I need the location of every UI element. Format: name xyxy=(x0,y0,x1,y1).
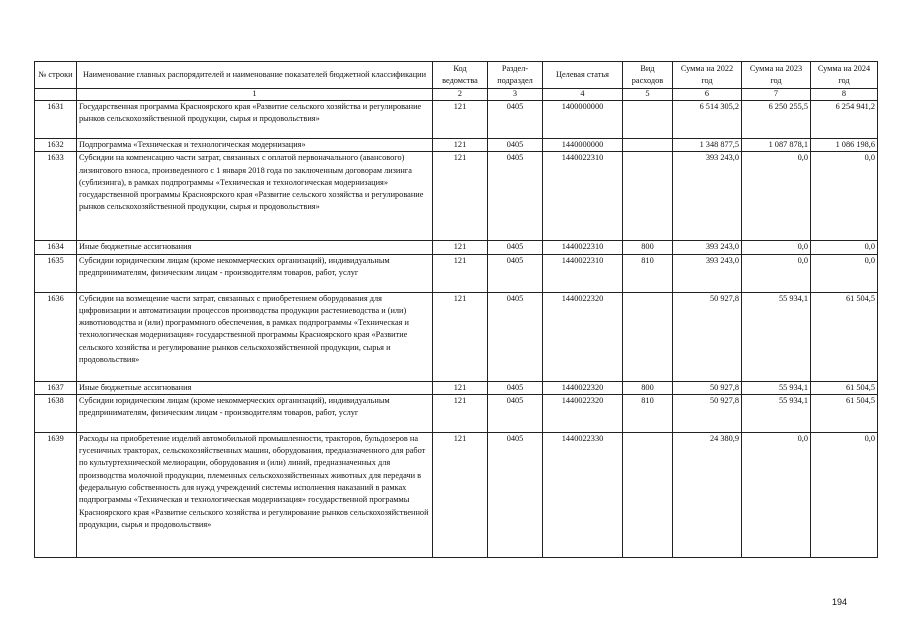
row-expense-type: 810 xyxy=(623,394,673,432)
row-sum-2022: 50 927,8 xyxy=(673,394,742,432)
row-target-item: 1440022330 xyxy=(543,432,623,557)
row-department-code: 121 xyxy=(433,139,488,152)
column-index: 7 xyxy=(742,89,811,101)
header-sum-2022: Сумма на 2022 год xyxy=(673,62,742,89)
row-target-item: 1440022310 xyxy=(543,254,623,292)
row-number: 1638 xyxy=(35,394,77,432)
column-index: 2 xyxy=(433,89,488,101)
page-number: 194 xyxy=(832,597,848,607)
header-name: Наименование главных распорядителей и наименование показателей бюджетной классификации xyxy=(77,62,433,89)
row-sum-2024: 6 254 941,2 xyxy=(811,101,878,139)
row-sum-2022: 1 348 877,5 xyxy=(673,139,742,152)
row-expense-type: 800 xyxy=(623,241,673,254)
column-index: 5 xyxy=(623,89,673,101)
row-sum-2023: 1 087 878,1 xyxy=(742,139,811,152)
row-number: 1636 xyxy=(35,292,77,381)
column-index xyxy=(35,89,77,101)
row-department-code: 121 xyxy=(433,292,488,381)
row-name: Расходы на приобретение изделий автомобильной промышленности, тракторов, бульдозеров на гусеничных тракторах, сельскохозяйственных машин, оборудования, предназначенного для работ по культуртехнической мелиорации, оборудования и (или) линий, предназначенных для производства молочной продукции, племенных сельскохозяйственных животных для передачи в федеральную собственность для нужд учреждений системы исполнения наказаний в рамках подпрограммы «Техническая и технологическая модернизация» государственной программы Красноярского края «Развитие сельского хозяйства и регулирование рынков сельскохозяйственной продукции, сырья и продовольствия» xyxy=(77,432,433,557)
row-sum-2022: 24 380,9 xyxy=(673,432,742,557)
row-number: 1634 xyxy=(35,241,77,254)
header-section: Раздел-подраздел xyxy=(488,62,543,89)
row-sum-2022: 393 243,0 xyxy=(673,254,742,292)
row-name: Иные бюджетные ассигнования xyxy=(77,241,433,254)
row-department-code: 121 xyxy=(433,241,488,254)
row-section: 0405 xyxy=(488,254,543,292)
table-row xyxy=(35,152,878,241)
row-sum-2024: 0,0 xyxy=(811,152,878,241)
row-number: 1633 xyxy=(35,152,77,241)
row-name: Иные бюджетные ассигнования xyxy=(77,381,433,394)
row-sum-2023: 55 934,1 xyxy=(742,381,811,394)
row-department-code: 121 xyxy=(433,394,488,432)
row-target-item: 1440022320 xyxy=(543,394,623,432)
row-sum-2023: 55 934,1 xyxy=(742,394,811,432)
row-expense-type xyxy=(623,292,673,381)
row-section: 0405 xyxy=(488,101,543,139)
row-expense-type: 800 xyxy=(623,381,673,394)
row-name: Субсидии юридическим лицам (кроме некоммерческих организаций), индивидуальным предпринимателям, физическим лицам - производителям товаров, работ, услуг xyxy=(77,394,433,432)
row-department-code: 121 xyxy=(433,152,488,241)
column-index-row xyxy=(35,89,878,101)
row-sum-2023: 0,0 xyxy=(742,254,811,292)
row-sum-2023: 0,0 xyxy=(742,152,811,241)
row-expense-type xyxy=(623,152,673,241)
row-section: 0405 xyxy=(488,241,543,254)
row-number: 1631 xyxy=(35,101,77,139)
budget-table xyxy=(34,61,878,558)
row-name: Субсидии на компенсацию части затрат, связанных с оплатой первоначального (авансового) лизингового взноса, произведенного с 1 января 2018 года по заключенным договорам лизинга (сублизинга), в рамках подпрограммы «Техническая и технологическая модернизация» государственной программы Красноярского края «Развитие сельского хозяйства и регулирование рынков сельскохозяйственной продукции, сырья и продовольствия» xyxy=(77,152,433,241)
row-section: 0405 xyxy=(488,381,543,394)
row-section: 0405 xyxy=(488,152,543,241)
column-index: 4 xyxy=(543,89,623,101)
column-index: 3 xyxy=(488,89,543,101)
header-expense-type: Вид расходов xyxy=(623,62,673,89)
table-row xyxy=(35,254,878,292)
table-row xyxy=(35,381,878,394)
row-name: Субсидии юридическим лицам (кроме некоммерческих организаций), индивидуальным предпринимателям, физическим лицам - производителям товаров, работ, услуг xyxy=(77,254,433,292)
column-index: 1 xyxy=(77,89,433,101)
row-target-item: 1440022320 xyxy=(543,381,623,394)
row-number: 1637 xyxy=(35,381,77,394)
row-department-code: 121 xyxy=(433,254,488,292)
row-sum-2022: 50 927,8 xyxy=(673,381,742,394)
header-department-code: Код ведомства xyxy=(433,62,488,89)
header-sum-2024: Сумма на 2024 год xyxy=(811,62,878,89)
row-target-item: 1440022320 xyxy=(543,292,623,381)
header-row-number: № строки xyxy=(35,62,77,89)
row-sum-2023: 6 250 255,5 xyxy=(742,101,811,139)
row-target-item: 1440022310 xyxy=(543,241,623,254)
header-sum-2023: Сумма на 2023 год xyxy=(742,62,811,89)
table-row xyxy=(35,394,878,432)
table-row xyxy=(35,292,878,381)
row-sum-2023: 55 934,1 xyxy=(742,292,811,381)
table-row xyxy=(35,101,878,139)
row-sum-2024: 1 086 198,6 xyxy=(811,139,878,152)
row-sum-2023: 0,0 xyxy=(742,241,811,254)
row-number: 1635 xyxy=(35,254,77,292)
row-sum-2024: 61 504,5 xyxy=(811,292,878,381)
table-row xyxy=(35,241,878,254)
row-expense-type xyxy=(623,101,673,139)
column-index: 8 xyxy=(811,89,878,101)
row-target-item: 1440000000 xyxy=(543,139,623,152)
row-target-item: 1440022310 xyxy=(543,152,623,241)
row-sum-2022: 393 243,0 xyxy=(673,152,742,241)
row-sum-2022: 50 927,8 xyxy=(673,292,742,381)
row-name: Подпрограмма «Техническая и технологическая модернизация» xyxy=(77,139,433,152)
row-sum-2024: 61 504,5 xyxy=(811,394,878,432)
table-row xyxy=(35,139,878,152)
column-index: 6 xyxy=(673,89,742,101)
row-name: Государственная программа Красноярского края «Развитие сельского хозяйства и регулирование рынков сельскохозяйственной продукции, сырья и продовольствия» xyxy=(77,101,433,139)
table-row xyxy=(35,432,878,557)
row-sum-2024: 61 504,5 xyxy=(811,381,878,394)
row-name: Субсидии на возмещение части затрат, связанных с приобретением оборудования для цифровизации и автоматизации процессов производства продукции растениеводства и (или) животноводства и (или) программного обеспечения, в рамках подпрограммы «Техническая и технологическая модернизация» государственной программы Красноярского края «Развитие сельского хозяйства и регулирование рынков сельскохозяйственной продукции, сырья и продовольствия» xyxy=(77,292,433,381)
row-section: 0405 xyxy=(488,432,543,557)
row-section: 0405 xyxy=(488,394,543,432)
row-sum-2024: 0,0 xyxy=(811,241,878,254)
row-sum-2023: 0,0 xyxy=(742,432,811,557)
row-department-code: 121 xyxy=(433,101,488,139)
row-section: 0405 xyxy=(488,292,543,381)
row-section: 0405 xyxy=(488,139,543,152)
row-department-code: 121 xyxy=(433,381,488,394)
row-sum-2024: 0,0 xyxy=(811,254,878,292)
row-number: 1632 xyxy=(35,139,77,152)
row-expense-type xyxy=(623,432,673,557)
row-number: 1639 xyxy=(35,432,77,557)
header-target-item: Целевая статья xyxy=(543,62,623,89)
row-sum-2024: 0,0 xyxy=(811,432,878,557)
row-department-code: 121 xyxy=(433,432,488,557)
row-expense-type xyxy=(623,139,673,152)
row-expense-type: 810 xyxy=(623,254,673,292)
row-sum-2022: 6 514 305,2 xyxy=(673,101,742,139)
row-target-item: 1400000000 xyxy=(543,101,623,139)
row-sum-2022: 393 243,0 xyxy=(673,241,742,254)
header-row xyxy=(35,62,878,89)
